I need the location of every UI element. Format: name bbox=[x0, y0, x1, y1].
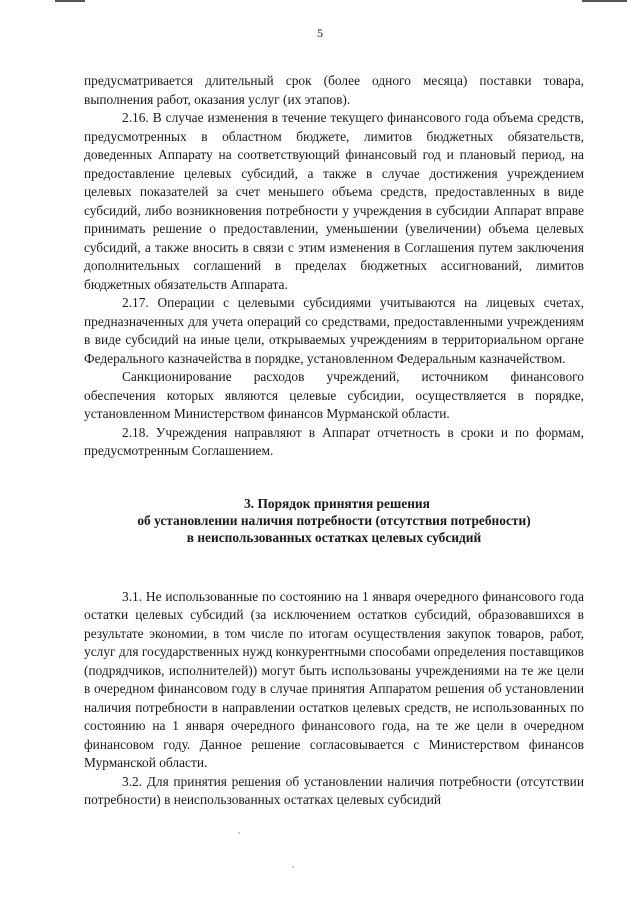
paragraph-3-1: 3.1. Не использованные по состоянию на 1 января очередного финансового года остатки целевых субсидий (за исключением остатков субсидий, образовавшихся в результате экономии, в том числе по итогам осуществления закупок товаров, работ, услуг для государственных нужд конкурентными способами определения поставщиков (подрядчиков, исполнителей)) могут быть использованы учреждениями на те же цели в очередном финансовом году в случае принятия Аппаратом решения об установлении наличия потребности в направлении остатков целевых средств, не использованных по состоянию на 1 января очередного финансового года, на те же цели в очередном финансовом году. Данное решение согласовывается с Министерством финансов Мурманской области. bbox=[84, 588, 584, 770]
paragraph-sanction: Санкционирование расходов учреждений, источником финансового обеспечения которых являются целевые субсидии, осуществляется в порядке, установленном Министерством финансов Мурманской области. bbox=[84, 369, 584, 421]
section-title-line-3: в неиспользованных остатках целевых субсидий bbox=[186, 529, 482, 545]
paragraph-2-17: 2.17. Операции с целевыми субсидиями учитываются на лицевых счетах, предназначенных для учета операций со средствами, предоставленными учреждениям в виде субсидий на иные цели, открываемых учреждениям в территориальном органе Федерального казначейства в порядке, установленном Федеральным казначейством. bbox=[84, 295, 584, 366]
scan-speck bbox=[292, 866, 294, 868]
scan-edge-right bbox=[582, 0, 627, 2]
document-body bbox=[84, 72, 584, 810]
section-title-line-1: 3. Порядок принятия решения bbox=[244, 495, 430, 511]
section-title-line-2: об установлении наличия потребности (отсутствия потребности) bbox=[137, 512, 531, 528]
paragraph-2-16: 2.16. В случае изменения в течение текущего финансового года объема средств, предусмотренных в областном бюджете, лимитов бюджетных обязательств, доведенных Аппарату на соответствующий финансовый год и плановый период, на предоставление целевых субсидий, а также в случае достижения учреждением целевых показателей за счет меньшего объема средств, предоставленных в виде субсидий, либо возникновения потребности у учреждения в субсидии Аппарат вправе принимать решение о предоставлении, уменьшении (увеличении) объема целевых субсидий, а также вносить в связи с этим изменения в Соглашения путем заключения дополнительных соглашений в пределах бюджетных ассигнований, лимитов бюджетных обязательств Аппарата. bbox=[84, 110, 584, 292]
paragraph-continuation: предусматривается длительный срок (более одного месяца) поставки товара, выполнения работ, оказания услуг (их этапов). bbox=[84, 73, 584, 107]
section-title bbox=[84, 495, 584, 546]
page-number: 5 bbox=[317, 26, 323, 40]
paragraph-2-18: 2.18. Учреждения направляют в Аппарат отчетность в сроки и по формам, предусмотренным Соглашением. bbox=[84, 424, 584, 458]
scan-speck bbox=[238, 832, 240, 834]
paragraph-3-2: 3.2. Для принятия решения об установлении наличия потребности (отсутствии потребности) в неиспользованных остатках целевых субсидий bbox=[84, 773, 584, 807]
scan-edge-left bbox=[55, 0, 85, 2]
